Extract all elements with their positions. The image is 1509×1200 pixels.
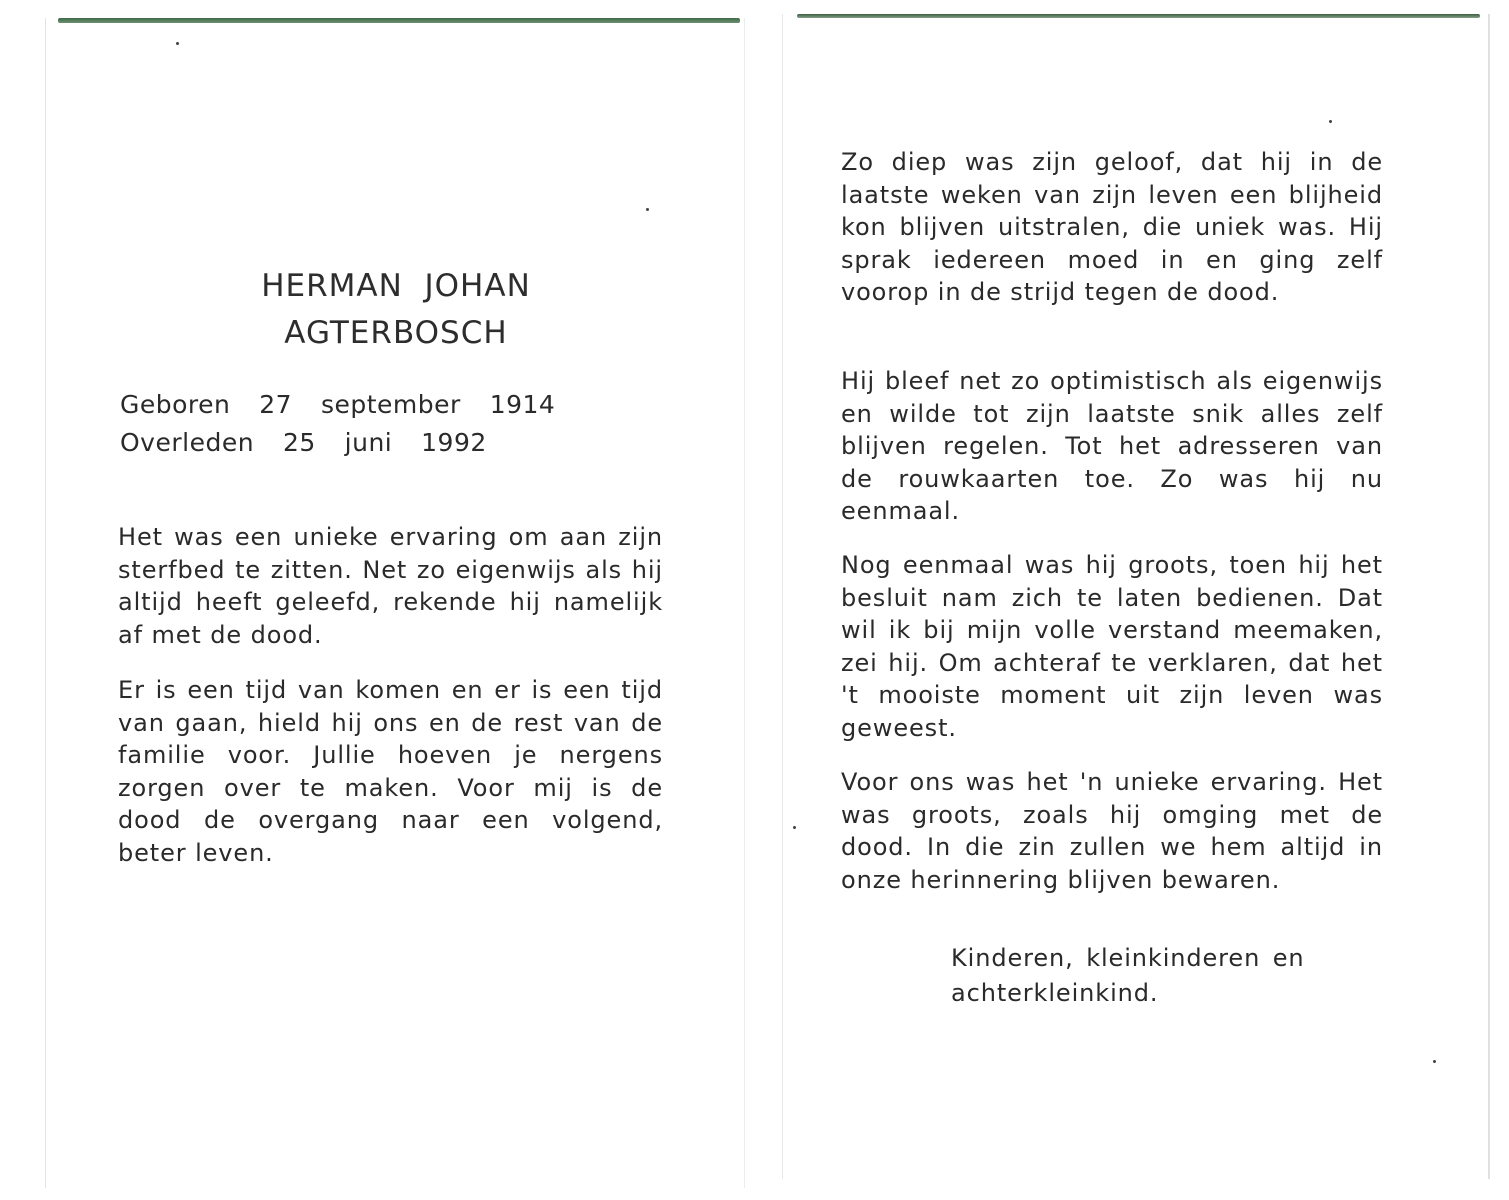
deceased-surname: AGTERBOSCH — [284, 315, 508, 351]
card-top-edge — [797, 14, 1480, 18]
text-paragraph: Er is een tijd van komen en er is een tijd van gaan, hield hij ons en de rest van de familie voor. Jullie hoeven je nergens zorgen over te maken. Voor mij is de dood de overgang naar een volgend, beter leven. — [118, 676, 663, 867]
paper-speck — [1433, 1060, 1436, 1063]
paper-speck — [1329, 120, 1332, 123]
deceased-first-names: HERMAN JOHAN — [261, 268, 531, 304]
card-top-edge — [58, 18, 740, 23]
birth-date: Geboren 27 september 1914 — [120, 390, 556, 419]
death-date: Overleden 25 juni 1992 — [120, 428, 487, 457]
text-paragraph: Nog eenmaal was hij groots, toen hij het besluit nam zich te laten bedienen. Dat wil ik bij mijn volle verstand meemaken, zei hij. Om achteraf te verklaren, dat het 't mooiste moment uit zijn leven was geweest. — [841, 551, 1383, 742]
text-paragraph: Hij bleef net zo optimistisch als eigenwijs en wilde tot zijn laatste snik alles zelf blijven regelen. Tot het adresseren van de rouwkaarten toe. Zo was hij nu eenmaal. — [841, 367, 1383, 526]
paper-speck — [646, 208, 649, 211]
family-signature: Kinderen, kleinkinderen en achterkleinkind. — [951, 944, 1305, 1007]
paper-speck — [176, 42, 179, 45]
text-paragraph: Voor ons was het 'n unieke ervaring. Het was groots, zoals hij omging met de dood. In die zin zullen we hem altijd in onze herinnering blijven bewaren. — [841, 768, 1383, 894]
text-paragraph: Zo diep was zijn geloof, dat hij in de laatste weken van zijn leven een blijheid kon blijven uitstralen, die uniek was. Hij sprak iedereen moed in en ging zelf voorop in de strijd tegen de dood. — [841, 148, 1383, 307]
memorial-card-left-page — [45, 18, 745, 1188]
paper-speck — [793, 826, 796, 829]
text-paragraph: Het was een unieke ervaring om aan zijn sterfbed te zitten. Net zo eigenwijs als hij altijd heeft geleefd, rekende hij namelijk af met de dood. — [118, 523, 663, 649]
memorial-card-right-page — [782, 14, 1490, 1179]
